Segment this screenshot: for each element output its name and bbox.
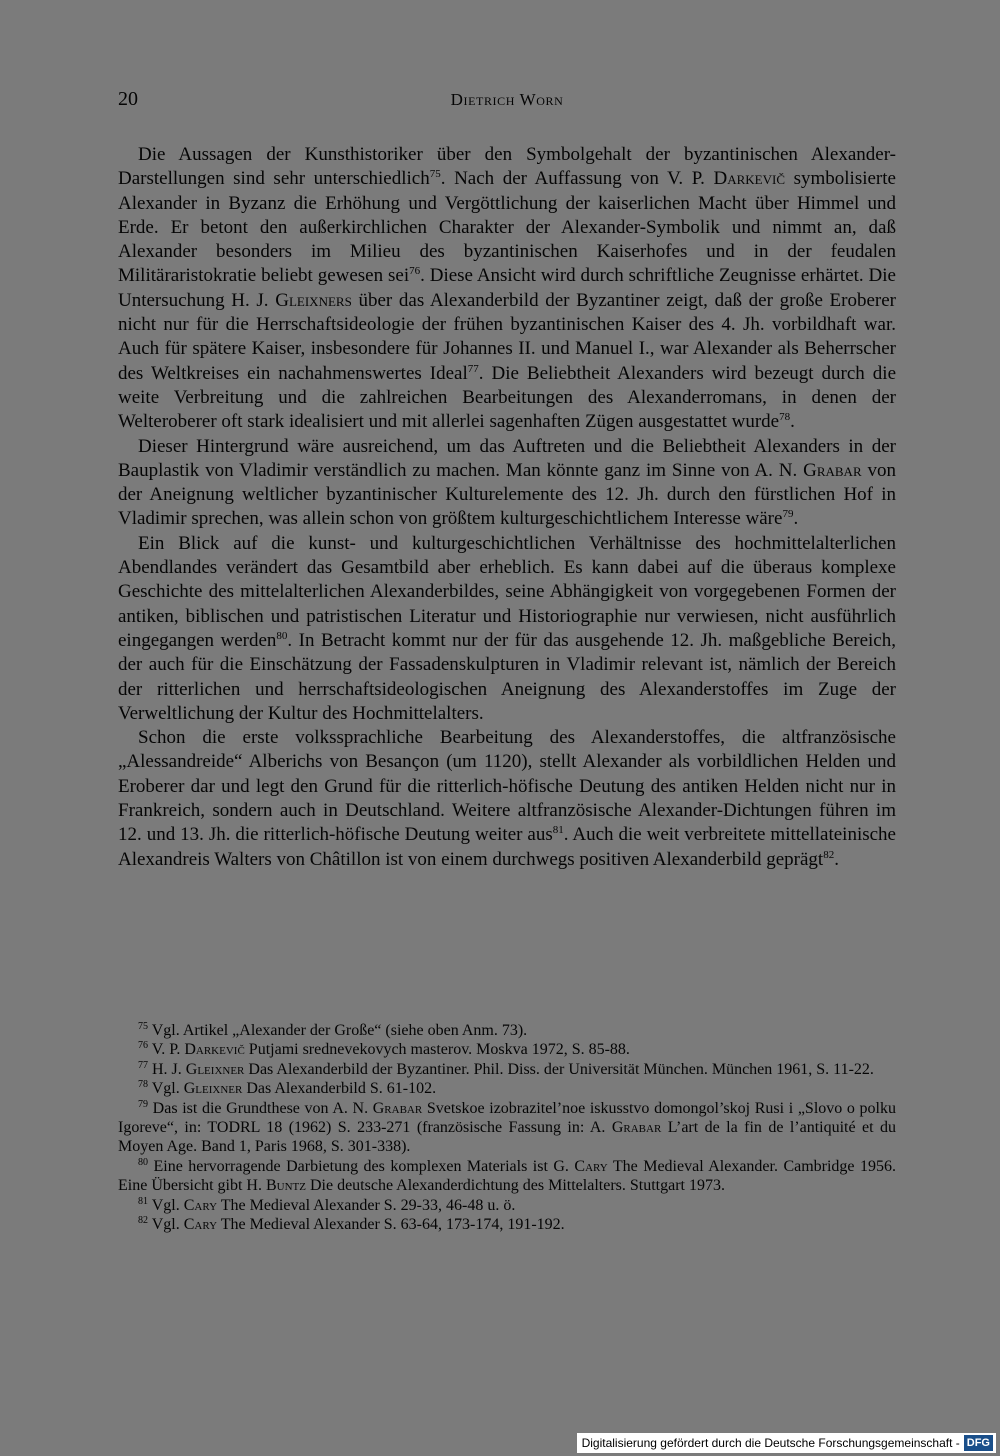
footnote-text: Putjami srednevekovych masterov. Moskva 1972, S. 85-88. — [244, 1041, 630, 1059]
footnote-text: Vgl. — [151, 1080, 184, 1098]
author-name: Buntz — [265, 1177, 306, 1195]
author-name: Grabar — [611, 1119, 662, 1137]
text-span: Die Aussagen der Kunsthistoriker über den Symbolgehalt der byzantinischen Alexander-Darstellungen sind sehr unterschiedlich — [118, 144, 896, 190]
footnote-text: V. P. — [151, 1041, 185, 1059]
author-name: Gleixners — [275, 289, 352, 311]
text-span: von der Aneignung weltlicher byzantinischer Kulturelemente des 12. Jh. durch den fürstlichen Hof in Vladimir sprechen, was allein schon von größtem kulturgeschichtlichem Interesse wäre — [118, 459, 897, 530]
text-span: . — [793, 508, 799, 530]
page-header — [118, 88, 896, 118]
dfg-credit-bar — [577, 1433, 996, 1453]
footnote-number: 76 — [138, 1040, 148, 1052]
author-name: Cary — [183, 1216, 218, 1234]
page-number: 20 — [118, 88, 138, 110]
text-span: . In Betracht kommt nur der für das ausgehende 12. Jh. maßgebliche Bereich, der auch für die Einschätzung der Fassadenskulpturen in Vladimir relevant ist, nämlich der Bereich der ritterlichen und herrschaftsideologischen Aneignung des Alexanderstoffes im Zuge der Verweltlichung der Kultur des Hochmittelalters. — [118, 629, 896, 724]
footnote-text: Die deutsche Alexanderdichtung des Mittelalters. Stuttgart 1973. — [305, 1177, 725, 1195]
footnote-78 — [118, 1079, 896, 1098]
paragraph — [118, 143, 896, 435]
text-span: über das Alexanderbild der Byzantiner zeigt, daß der große Eroberer nicht nur für die Herrschaftsideologie der frühen byzantinischen Kaiser des 4. Jh. vorbildhaft war. Auch für spätere Kaiser, insbesondere für Johannes II. und Manuel I., war Alexander als Beherrscher des Weltkreises ein nachahmenswertes Ideal — [118, 289, 897, 384]
footnote-ref: 80 — [276, 629, 288, 642]
footnote-text: Vgl. — [151, 1216, 184, 1234]
text-span: . Nach der Auffassung von V. P. — [440, 168, 714, 190]
footnote-text: The Medieval Alexander. Cambridge 1956. Eine Übersicht gibt H. — [118, 1157, 897, 1195]
footnote-ref: 77 — [467, 362, 479, 375]
author-name: Darkevič — [713, 168, 786, 190]
footnote-ref: 79 — [782, 508, 794, 521]
footnote-ref: 82 — [823, 848, 835, 861]
footnote-ref: 81 — [552, 824, 564, 837]
text-span: . Auch die weit verbreitete mittellateinische Alexandreis Walters von Châtillon ist von einem durchwegs positiven Alexanderbild geprägt — [118, 824, 896, 870]
footnote-number: 82 — [138, 1215, 148, 1227]
footnote-text: The Medieval Alexander S. 29-33, 46-48 u. ö. — [217, 1196, 516, 1214]
footnote-text: The Medieval Alexander S. 63-64, 173-174, 191-192. — [217, 1216, 565, 1234]
footnote-number: 78 — [138, 1079, 148, 1091]
text-span: . — [834, 848, 839, 870]
author-name: Darkevič — [184, 1041, 245, 1059]
footnote-82 — [118, 1215, 896, 1234]
text-span: Schon die erste volkssprachliche Bearbeitung des Alexanderstoffes, die altfranzösische „Alessandreide“ Alberichs von Besançon (um 1120), stellt Alexander als vorbildlichen Helden und Eroberer dar und legt den Grund für die ritterlich-höfische Deutung des antiken Helden nicht nur in Frankreich, sondern auch in Deutschland. Weitere altfranzösische Alexander-Dichtungen führen im 12. und 13. Jh. die ritterlich-höfische Deutung weiter aus — [118, 727, 896, 846]
footnote-text: Das ist die Grundthese von A. N. — [152, 1099, 373, 1117]
footnote-text: Svetskoe izobrazitel’noe iskusstvo domongol’skoj Rusi i „Slovo o polku Igoreve“, in: TODRL 18 (1962) S. 233-271 (französische Fassung in: A. — [118, 1099, 897, 1137]
text-span: . — [790, 411, 795, 433]
footnote-number: 77 — [138, 1059, 148, 1071]
footnote-number: 81 — [138, 1195, 148, 1207]
paragraph — [118, 726, 896, 872]
footnote-77 — [118, 1060, 896, 1079]
footnote-76 — [118, 1040, 896, 1059]
footnote-text: Vgl. Artikel „Alexander der Große“ (siehe oben Anm. 73). — [151, 1022, 528, 1039]
footnote-number: 80 — [138, 1156, 148, 1168]
paragraph — [118, 435, 896, 532]
dfg-credit-text: Digitalisierung gefördert durch die Deutsche Forschungsgemeinschaft - — [581, 1436, 960, 1450]
footnote-text: L’art de la fin de l’antiquité et du Moyen Age. Band 1, Paris 1968, S. 301-338). — [118, 1119, 896, 1156]
footnote-text: Vgl. — [151, 1196, 184, 1214]
footnote-ref: 78 — [779, 411, 791, 424]
footnote-text: Das Alexanderbild S. 61-102. — [242, 1080, 437, 1098]
author-name: Grabar — [372, 1099, 423, 1117]
dfg-logo: DFG — [964, 1435, 993, 1451]
footnote-text: H. J. — [152, 1060, 186, 1078]
author-name: Gleixner — [183, 1080, 243, 1098]
body-text — [118, 143, 896, 872]
text-span: symbolisierte Alexander in Byzanz die Erhöhung und Vergöttlichung der kaiserlichen Macht über Himmel und Erde. Er betont den außerkirchlichen Charakter der Alexander-Symbolik und nimmt an, daß Alexander besonders im Milieu des byzantinischen Kaiserhofes und in der feudalen Militäraristokratie beliebt gewesen sei — [118, 168, 896, 287]
footnote-81 — [118, 1196, 896, 1215]
footnote-80 — [118, 1157, 896, 1196]
footnote-text: Eine hervorragende Darbietung des komplexen Materials ist G. — [153, 1157, 575, 1175]
footnotes — [118, 1021, 896, 1234]
paragraph — [118, 532, 896, 726]
author-name: Cary — [183, 1196, 218, 1214]
text-span: . Diese Ansicht wird durch schriftliche Zeugnisse erhärtet. Die Untersuchung H. J. — [118, 265, 896, 311]
text-span: . Die Beliebtheit Alexanders wird bezeugt durch die weite Verbreitung und die zahlreichen Bearbeitungen des Alexanderromans, in denen der Welteroberer oft stark idealisiert und mit allerlei sagenhaften Zügen ausgestattet wurde — [118, 362, 896, 433]
running-head: Dietrich Worn — [450, 90, 564, 109]
footnote-75 — [118, 1021, 896, 1040]
footnote-79 — [118, 1099, 896, 1157]
text-span: Ein Blick auf die kunst- und kulturgeschichtlichen Verhältnisse des hochmittelalterlichen Abendlandes verändert das Gesamtbild aber erheblich. Es kann dabei auf die überaus komplexe Geschichte des mittelalterlichen Alexanderbildes, seine Abhängigkeit von vorgegebenen Formen der antiken, biblischen und patristischen Literatur und Historiographie nur verwiesen, nicht ausführlich eingegangen werden — [118, 532, 896, 651]
footnote-ref: 76 — [409, 265, 421, 278]
footnote-number: 75 — [138, 1021, 148, 1032]
author-name: Gleixner — [185, 1060, 245, 1078]
footnote-ref: 75 — [429, 168, 441, 181]
author-name: Grabar — [803, 459, 862, 481]
text-span: Dieser Hintergrund wäre ausreichend, um das Auftreten und die Beliebtheit Alexanders in der Bauplastik von Vladimir verständlich zu machen. Man könnte ganz im Sinne von A. N. — [118, 435, 896, 481]
footnote-text: Das Alexanderbild der Byzantiner. Phil. Diss. der Universität München. München 1961, S. 11-22. — [244, 1060, 874, 1078]
author-name: Cary — [574, 1157, 608, 1175]
footnote-number: 79 — [138, 1098, 148, 1110]
